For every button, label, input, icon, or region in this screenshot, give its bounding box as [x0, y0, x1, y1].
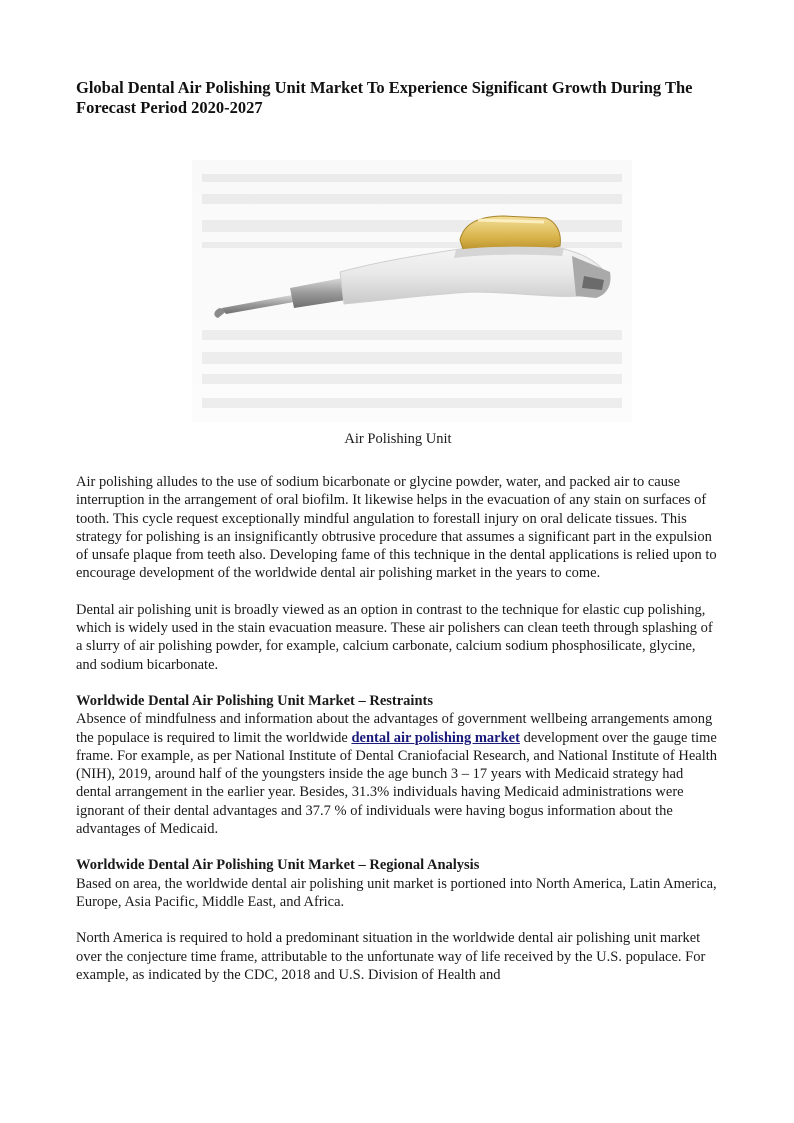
article-title: Global Dental Air Polishing Unit Market To Experience Significant Growth During The Forecast Period 2020-2027: [76, 78, 693, 117]
air-polishing-unit-image: [192, 160, 632, 422]
section-restraints: [76, 692, 720, 838]
dental-air-polishing-market-link[interactable]: dental air polishing market: [351, 729, 520, 746]
article: [76, 78, 720, 984]
paragraph-north-america: North America is required to hold a predominant situation in the worldwide dental air polishing unit market over the conjecture time frame, attributable to the unfortunate way of life received by the U.S. populace. For example, as indicated by the CDC, 2018 and U.S. Division of Health and: [76, 930, 706, 983]
paragraph-restraints: [76, 710, 720, 838]
section-regional: [76, 856, 720, 984]
product-figure: [76, 160, 720, 422]
figure-caption: Air Polishing Unit: [344, 431, 452, 447]
restraints-text-before-link: Absence of mindfulness and information about the advantages of government wellbeing arrangements among the populace is required to limit the worldwide: [76, 711, 713, 746]
paragraph-regional: Based on area, the worldwide dental air polishing unit market is portioned into North America, Latin America, Europe, Asia Pacific, Middle East, and Africa.: [76, 875, 717, 910]
section-heading-restraints: Worldwide Dental Air Polishing Unit Market – Restraints: [76, 692, 433, 709]
restraints-text-after-link: development over the gauge time frame. For example, as per National Institute of Dental Craniofacial Research, and National Institute of Health (NIH), 2019, around half of the youngsters inside the age bunch 3 – 17 years with Medicaid strategy had dental arrangement in the earlier year. Besides, 31.3% individuals having Medicaid administrations were ignorant of their dental advantages and 37.7 % of individuals were having bogus information about the advantages of Medicaid.: [76, 729, 717, 838]
paragraph-intro: Air polishing alludes to the use of sodium bicarbonate or glycine powder, water, and packed air to cause interruption in the arrangement of oral biofilm. It likewise helps in the evacuation of any stain on surfaces of tooth. This cycle request exceptionally mindful angulation to forestall injury on oral delicate tissues. This strategy for polishing is an insignificantly obtrusive procedure that assumes a significant part in the expulsion of unsafe plaque from teeth also. Developing fame of this technique in the dental applications is relied upon to encourage development of the worldwide dental air polishing market in the years to come.: [76, 474, 717, 582]
section-heading-regional: Worldwide Dental Air Polishing Unit Market – Regional Analysis: [76, 857, 480, 874]
paragraph-alternative: Dental air polishing unit is broadly viewed as an option in contrast to the technique for elastic cup polishing, which is widely used in the stain evacuation measure. These air polishers can clean teeth through splashing of a slurry of air polishing powder, for example, calcium carbonate, calcium sodium phosphosilicate, glycine, and sodium bicarbonate.: [76, 601, 713, 673]
